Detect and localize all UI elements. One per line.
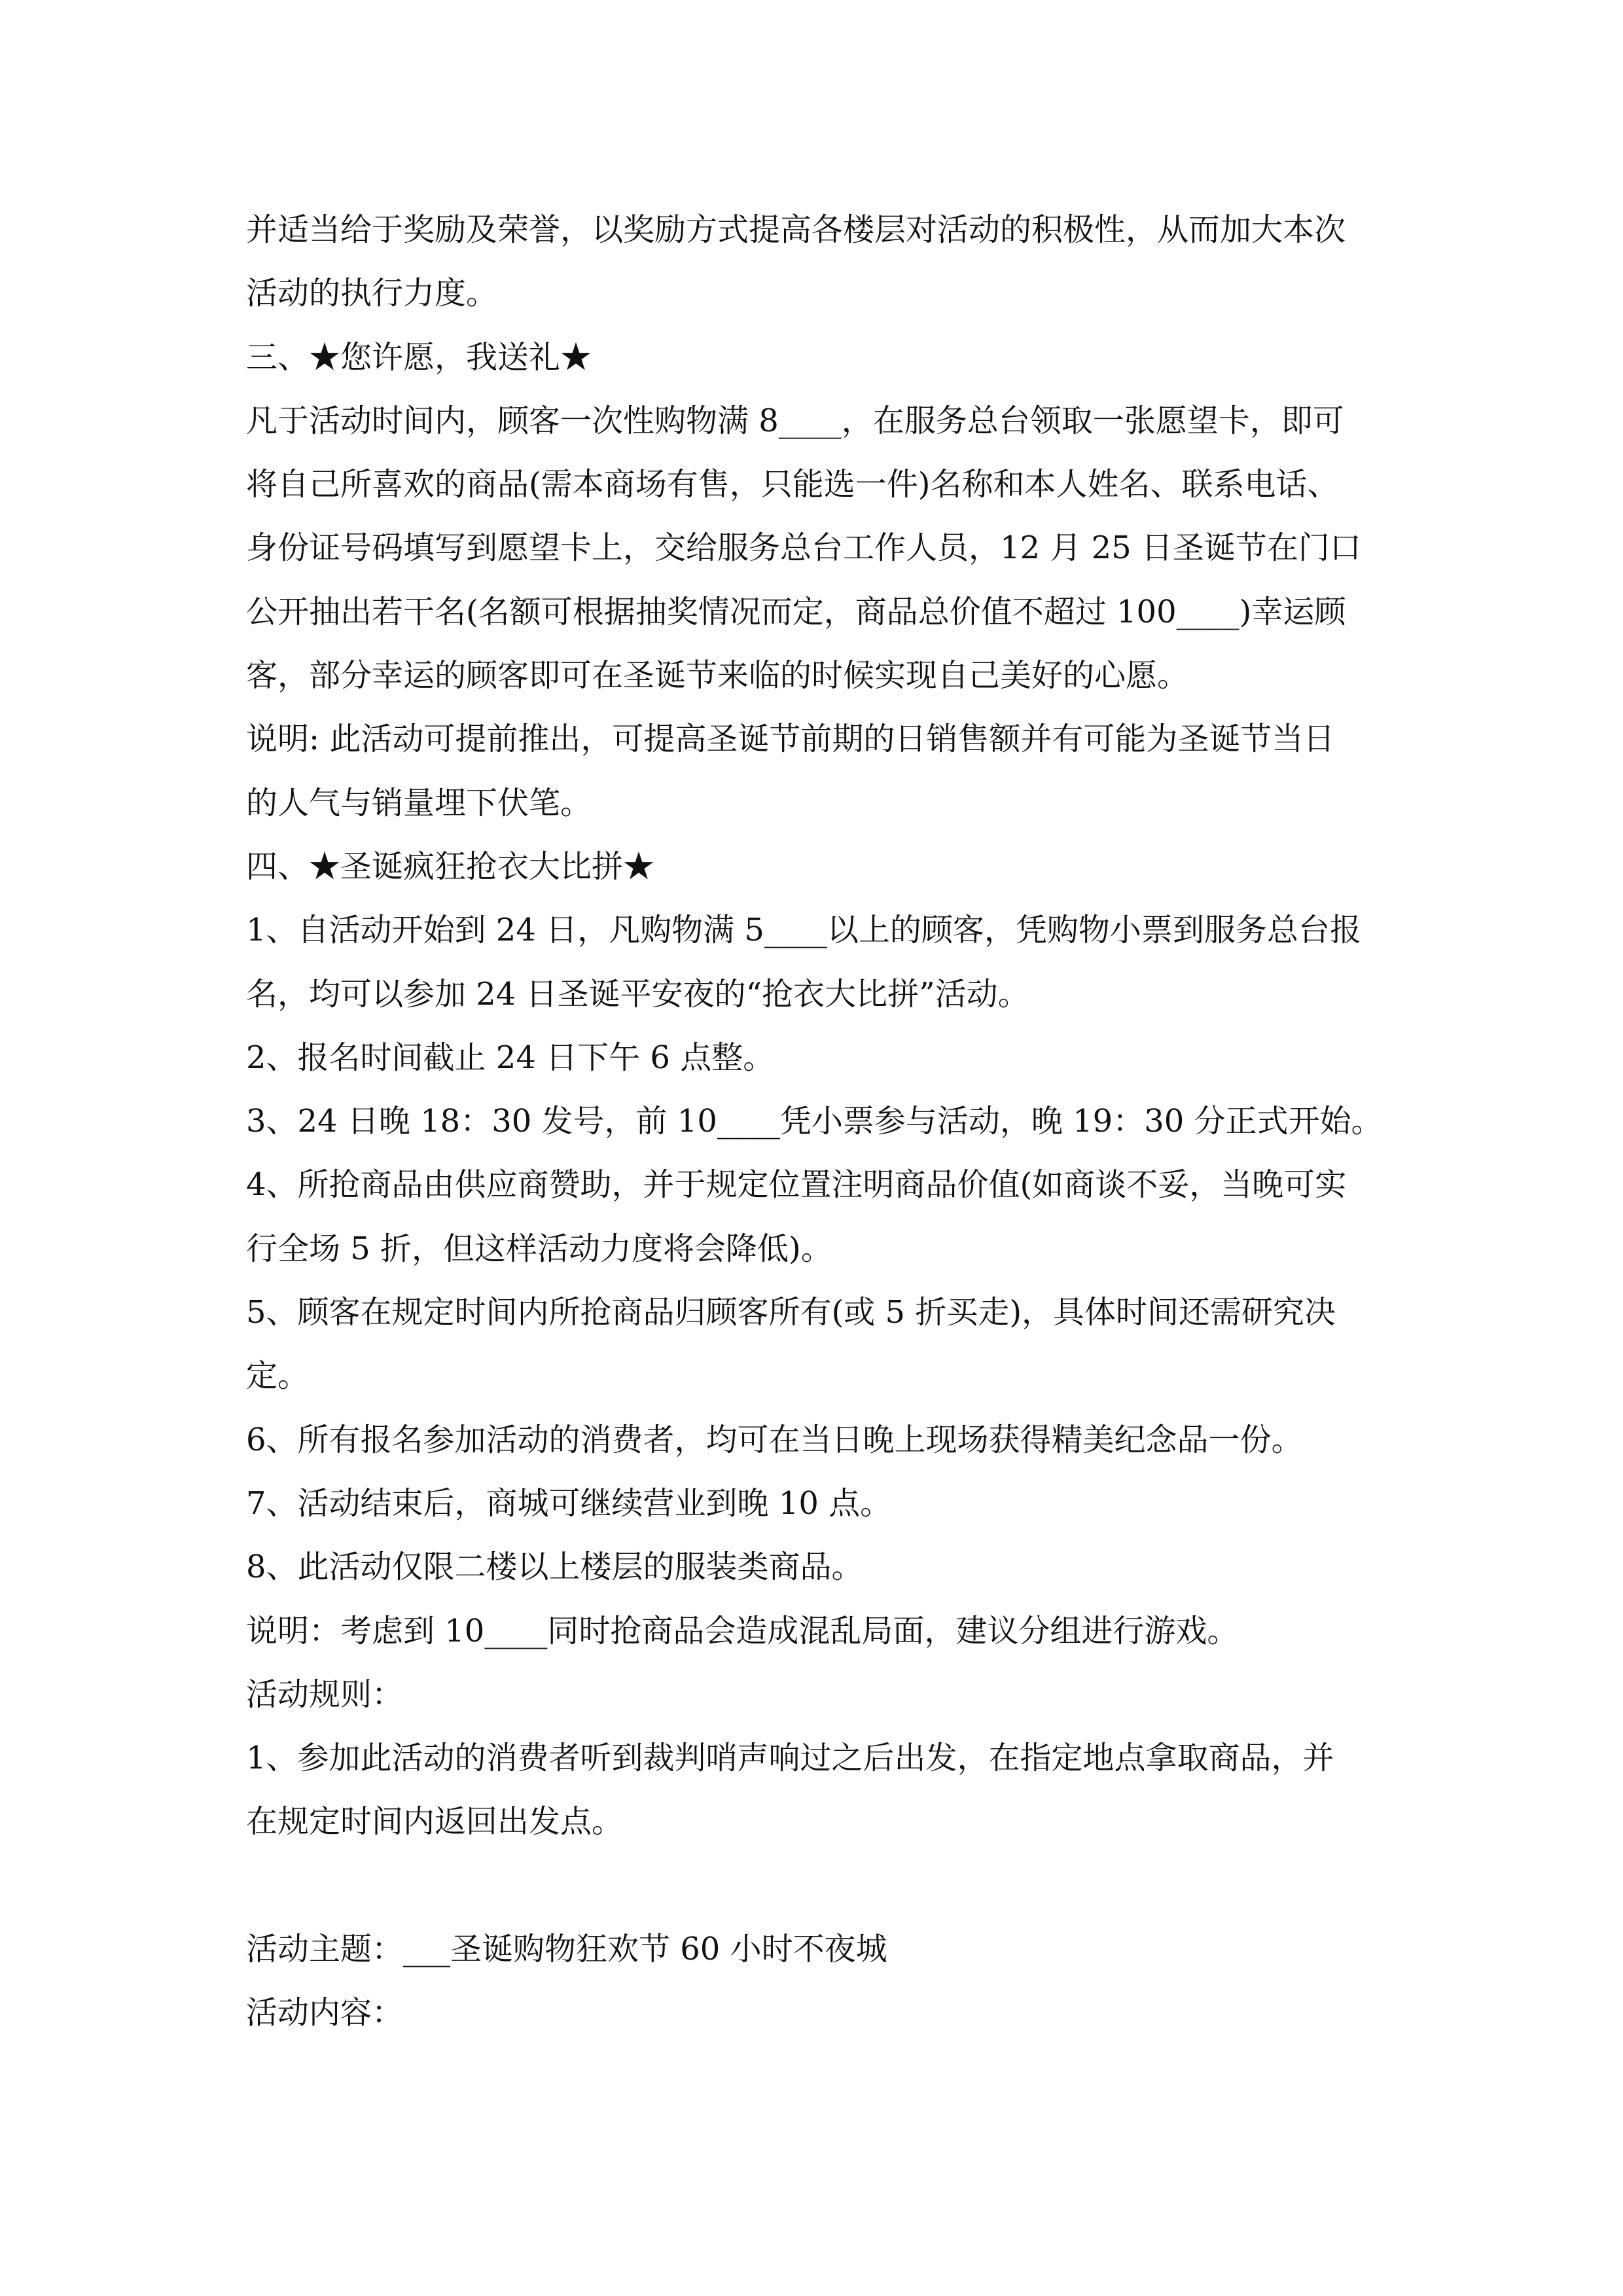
theme-title: 活动主题：___圣诞购物狂欢节 60 小时不夜城: [246, 1931, 887, 1968]
text-line: 说明: 此活动可提前推出，可提高圣诞节前期的日销售额并有可能为圣诞节当日: [246, 721, 1335, 758]
text-line: 名，均可以参加 24 日圣诞平安夜的“抢衣大比拼”活动。: [246, 975, 1029, 1013]
text-line: 身份证号码填写到愿望卡上，交给服务总台工作人员，12 月 25 日圣诞节在门口: [246, 529, 1361, 567]
list-item: 7、活动结束后，商城可继续营业到晚 10 点。: [246, 1484, 892, 1522]
text-line: 活动的执行力度。: [246, 275, 498, 312]
list-item: 3、24 日晚 18：30 发号，前 10____凭小票参与活动，晚 19：30 分正式开始。: [246, 1103, 1383, 1140]
content-label: 活动内容：: [246, 1994, 404, 2032]
section-heading-clothes-contest: 四、★圣诞疯狂抢衣大比拼★: [246, 848, 655, 885]
text-line: 客，部分幸运的顾客即可在圣诞节来临的时候实现自己美好的心愿。: [246, 657, 1189, 694]
rules-heading: 活动规则：: [246, 1676, 404, 1713]
text-line: 将自己所喜欢的商品(需本商场有售，只能选一件)名称和本人姓名、联系电话、: [246, 466, 1339, 503]
text-line: 行全场 5 折，但这样活动力度将会降低)。: [246, 1230, 832, 1267]
text-line: 的人气与销量埋下伏笔。: [246, 784, 592, 821]
list-item: 1、参加此活动的消费者听到裁判哨声响过之后出发，在指定地点拿取商品，并: [246, 1740, 1334, 1777]
list-item: 6、所有报名参加活动的消费者，均可在当日晚上现场获得精美纪念品一份。: [246, 1421, 1303, 1458]
text-line: 定。: [246, 1357, 310, 1395]
list-item: 1、自活动开始到 24 日，凡购物满 5____以上的顾客，凭购物小票到服务总台报: [246, 912, 1361, 949]
text-line: 说明：考虑到 10____同时抢商品会造成混乱局面，建议分组进行游戏。: [246, 1612, 1239, 1649]
text-line: 在规定时间内返回出发点。: [246, 1803, 624, 1840]
text-line: 凡于活动时间内，顾客一次性购物满 8____，在服务总台领取一张愿望卡，即可: [246, 402, 1344, 439]
section-heading-wish: 三、★您许愿，我送礼★: [246, 338, 592, 376]
text-line: 并适当给于奖励及荣誉，以奖励方式提高各楼层对活动的积极性，从而加大本次: [246, 211, 1346, 248]
list-item: 8、此活动仅限二楼以上楼层的服装类商品。: [246, 1549, 863, 1586]
list-item: 5、顾客在规定时间内所抢商品归顾客所有(或 5 折买走)，具体时间还需研究决: [246, 1294, 1336, 1331]
list-item: 2、报名时间截止 24 日下午 6 点整。: [246, 1039, 775, 1076]
blank-line: [246, 1854, 1489, 1918]
list-item: 4、所抢商品由供应商赞助，并于规定位置注明商品价值(如商谈不妥，当晚可实: [246, 1166, 1347, 1204]
text-line: 公开抽出若干名(名额可根据抽奖情况而定，商品总价值不超过 100____)幸运顾: [246, 593, 1346, 630]
document-body: [246, 198, 1489, 2045]
